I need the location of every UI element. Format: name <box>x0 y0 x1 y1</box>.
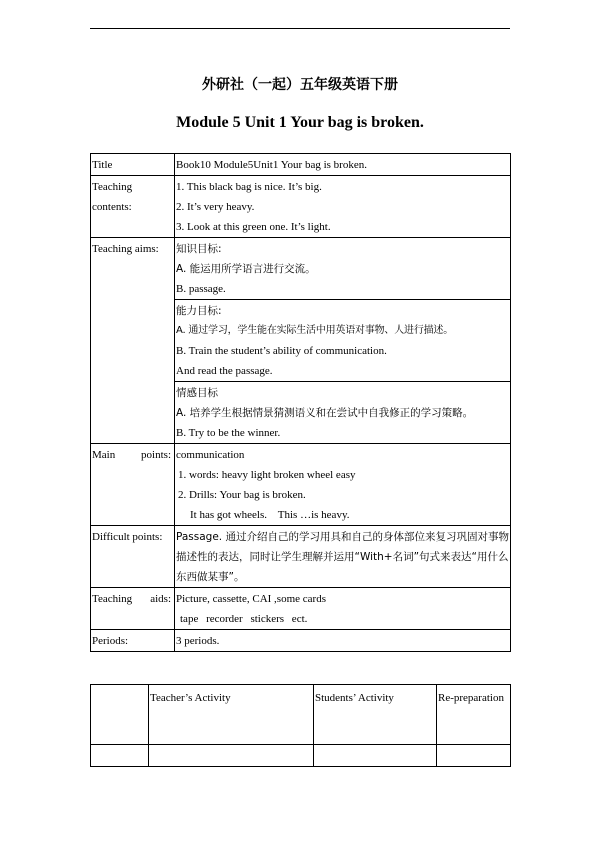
activity-table <box>90 684 511 767</box>
teaching-aims-label: Teaching aims: <box>91 238 175 444</box>
main-points-label-word: Main <box>92 449 116 461</box>
teacher-activity-header: Teacher’s Activity <box>149 685 314 745</box>
teaching-aids-line: tape recorder stickers ect. <box>180 613 308 625</box>
knowledge-aims <box>175 238 511 300</box>
activity-blank-cell <box>91 745 149 767</box>
periods-value: 3 periods. <box>175 630 511 652</box>
teaching-aids-line: Picture, cassette, CAI ,some cards <box>176 593 326 605</box>
students-activity-cell <box>314 745 437 767</box>
main-point-line: 2. Drills: Your bag is broken. <box>178 489 306 501</box>
teaching-aids-label <box>91 588 175 630</box>
activity-body-row <box>91 745 511 767</box>
teaching-aids-value <box>175 588 511 630</box>
activity-blank-cell <box>91 685 149 745</box>
main-points-value <box>175 444 511 526</box>
document-title-english: Module 5 Unit 1 Your bag is broken. <box>176 114 424 131</box>
activity-header-row <box>91 685 511 745</box>
teaching-aids-row <box>91 588 511 630</box>
main-point-line: communication <box>176 449 245 461</box>
difficult-points-label: Difficult points: <box>91 526 175 588</box>
ability-line: And read the passage. <box>176 365 273 377</box>
main-point-line: It has got wheels. This …is heavy. <box>190 509 350 521</box>
knowledge-heading: 知识目标: <box>176 243 222 255</box>
emotion-line: B. Try to be the winner. <box>176 427 281 439</box>
re-preparation-cell <box>437 745 511 767</box>
re-preparation-header: Re-preparation <box>437 685 511 745</box>
ability-line: A. 通过学习，学生能在实际生活中用英语对事物、人进行描述。 <box>176 325 454 336</box>
ability-line: B. Train the student’s ability of communication. <box>176 345 387 357</box>
teaching-contents-label-line1: Teaching <box>92 181 133 193</box>
periods-row <box>91 630 511 652</box>
teaching-aids-label-word: Teaching <box>92 593 133 605</box>
knowledge-line: B. passage. <box>176 283 226 295</box>
document-title-chinese: 外研社（一起）五年级英语下册 <box>202 77 398 93</box>
teaching-aims-knowledge-row <box>91 238 511 300</box>
ability-heading: 能力目标: <box>176 305 222 317</box>
content-line: 3. Look at this green one. It’s light. <box>176 221 331 233</box>
teaching-contents-label <box>91 176 175 238</box>
title-row <box>91 154 511 176</box>
main-point-line: 1. words: heavy light broken wheel easy <box>178 469 356 481</box>
teacher-activity-cell <box>149 745 314 767</box>
top-rule <box>90 28 510 29</box>
emotion-aims <box>175 382 511 444</box>
difficult-points-value: Passage. 通过介绍自己的学习用具和自己的身体部位来复习巩固对事物描述性的表达，同时让学生理解并运用“With+名词”句式来表达“用什么东西做某事”。 <box>175 526 511 588</box>
teaching-contents-value <box>175 176 511 238</box>
main-points-row <box>91 444 511 526</box>
content-line: 2. It’s very heavy. <box>176 201 255 213</box>
students-activity-header: Students’ Activity <box>314 685 437 745</box>
emotion-heading: 情感目标 <box>176 387 218 399</box>
periods-label: Periods: <box>91 630 175 652</box>
ability-aims <box>175 300 511 382</box>
main-points-label <box>91 444 175 526</box>
lesson-plan-table <box>90 153 511 652</box>
main-points-label-word: points: <box>141 449 171 461</box>
title-label: Title <box>91 154 175 176</box>
difficult-points-row <box>91 526 511 588</box>
content-line: 1. This black bag is nice. It’s big. <box>176 181 322 193</box>
knowledge-line: A. 能运用所学语言进行交流。 <box>176 263 316 275</box>
teaching-contents-row <box>91 176 511 238</box>
teaching-contents-label-line2: contents: <box>92 201 132 213</box>
teaching-aids-label-word: aids: <box>150 593 171 605</box>
emotion-line: A. 培养学生根据情景猜测语义和在尝试中自我修正的学习策略。 <box>176 407 474 419</box>
title-value: Book10 Module5Unit1 Your bag is broken. <box>175 154 511 176</box>
